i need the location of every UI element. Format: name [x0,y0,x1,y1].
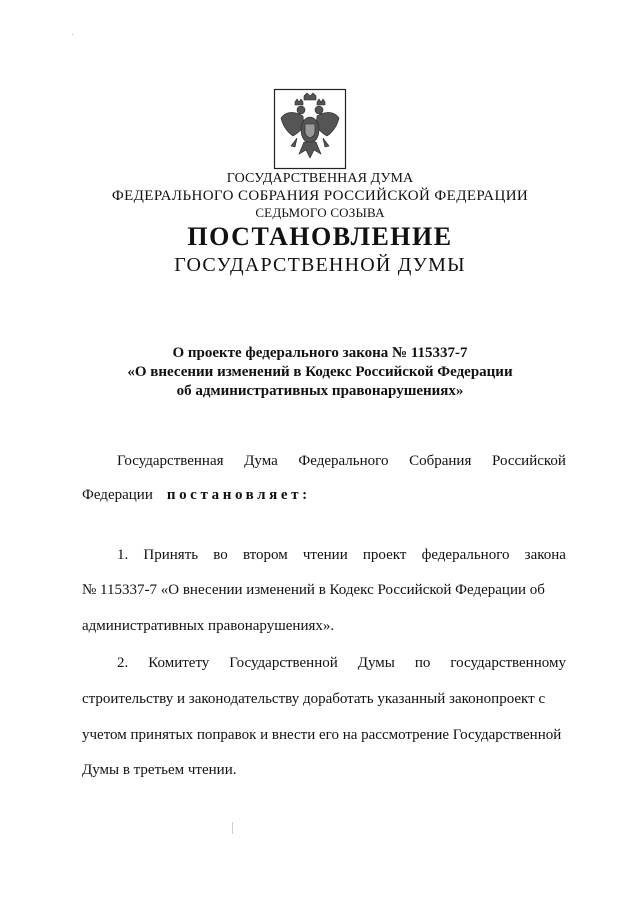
preamble-line-1 [117,451,566,471]
item-2-line-2: строительству и законодательству доработать указанный законопроект с [82,691,546,707]
item-2-word: Комитету [148,655,210,671]
preamble-line-2 [82,485,566,505]
document-issuer-subtitle: ГОСУДАРСТВЕННОЙ ДУМЫ [174,254,466,276]
item-1-word: втором [242,547,288,563]
document-type-title: ПОСТАНОВЛЕНИЕ [187,222,453,251]
convocation-line: СЕДЬМОГО СОЗЫВА [255,205,385,220]
item-2-line-1 [117,653,566,673]
item-2-word: государственному [450,655,566,671]
preamble-word: Дума [244,453,278,469]
item-1-word: федерального [421,547,510,563]
item-1-word: чтении [302,547,348,563]
subject-line-3: об административных правонарушениях» [176,383,464,399]
item-2-line-4: Думы в третьем чтении. [82,762,237,778]
subject-line-2: «О внесении изменений в Кодекс Российской Федерации [127,364,513,380]
preamble-text: Федерации [82,487,153,503]
subject-line-1: О проекте федерального закона № 115337-7 [172,345,468,361]
item-1-word: закона [524,547,566,563]
item-1-word: Принять [143,547,199,563]
resolves-word: постановляет: [166,487,311,503]
scan-dot [72,34,73,35]
scan-mark [232,822,233,834]
item-2-word: Государственной [229,655,338,671]
item-1-word: во [213,547,228,563]
item-1-line-3: административных правонарушениях». [82,618,335,634]
org-name-line-2: ФЕДЕРАЛЬНОГО СОБРАНИЯ РОССИЙСКОЙ ФЕДЕРАЦИИ [111,188,529,204]
item-2-word: по [414,655,431,671]
preamble-word: Собрания [409,453,472,469]
item-2-word: Думы [357,655,395,671]
item-2-word: 2. [117,655,129,671]
preamble-word: Государственная [117,453,224,469]
russian-coat-of-arms-icon [273,88,347,170]
item-1-line-2: № 115337-7 «О внесении изменений в Кодекс Российской Федерации об [82,582,545,598]
preamble-word: Российской [492,453,566,469]
preamble-word: Федерального [298,453,389,469]
item-1-line-1 [117,545,566,565]
item-1-word: 1. [117,547,129,563]
item-1-word: проект [362,547,407,563]
item-2-line-3: учетом принятых поправок и внести его на рассмотрение Государственной [82,727,562,743]
org-name-line-1: ГОСУДАРСТВЕННАЯ ДУМА [226,171,414,186]
